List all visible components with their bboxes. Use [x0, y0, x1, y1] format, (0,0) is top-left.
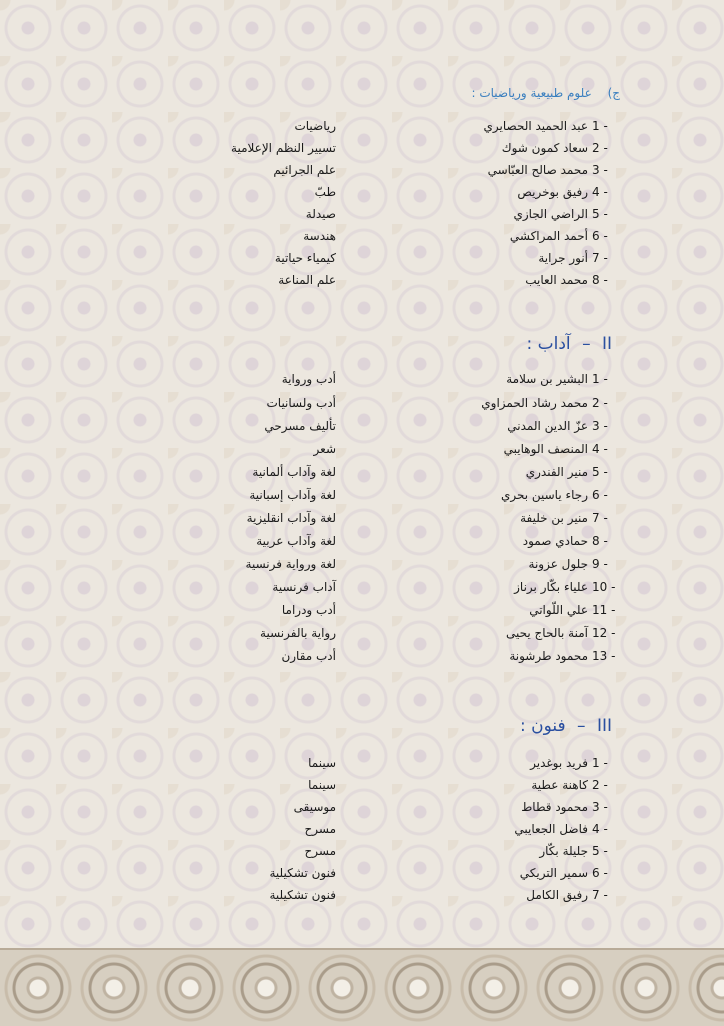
item-number: 3 - — [592, 419, 608, 433]
list-item — [0, 273, 724, 295]
field-of-study: تأليف مسرحي — [264, 419, 336, 433]
field-of-study: علم المناعة — [278, 273, 336, 287]
item-number: 4 - — [592, 185, 608, 199]
person-name: سمير التريكي — [519, 866, 588, 880]
item-number: 8 - — [592, 273, 608, 287]
list-item — [0, 185, 724, 207]
person-name: علي اللّواتي — [529, 603, 588, 617]
item-number: 9 - — [592, 557, 608, 571]
list-item — [0, 511, 724, 533]
item-number: 6 - — [592, 866, 608, 880]
field-of-study: آداب فرنسية — [272, 580, 336, 594]
field-of-study: كيمياء حياتية — [274, 251, 336, 265]
person-name: منير بن خليفة — [520, 511, 588, 525]
field-of-study: صيدلة — [305, 207, 336, 221]
section-2-title: آداب : — [526, 334, 571, 354]
field-of-study: مسرح — [304, 822, 336, 836]
person-name: رفيق الكامل — [526, 888, 588, 902]
item-number: 10 - — [592, 580, 616, 594]
section-c-title: علوم طبيعية ورياضيات : — [471, 86, 592, 100]
list-item — [0, 251, 724, 273]
item-number: 1 - — [592, 372, 608, 386]
list-item — [0, 557, 724, 579]
item-number: 3 - — [592, 800, 608, 814]
list-item — [0, 141, 724, 163]
field-of-study: لغة وآداب عربية — [256, 534, 336, 548]
field-of-study: لغة وآداب ألمانية — [252, 465, 336, 479]
list-item — [0, 649, 724, 671]
item-number: 11 - — [592, 603, 616, 617]
section-3-heading: III – فنون : — [519, 716, 612, 736]
field-of-study: رياضيات — [294, 119, 336, 133]
person-name: عزّ الدين المدني — [507, 419, 588, 433]
field-of-study: موسيقى — [293, 800, 336, 814]
list-item — [0, 534, 724, 556]
item-number: 4 - — [592, 822, 608, 836]
list-item — [0, 603, 724, 625]
section-2-numeral: II — [601, 334, 612, 354]
field-of-study: علم الجرائيم — [273, 163, 336, 177]
person-name: منير الفندري — [525, 465, 588, 479]
person-name: أنور جراية — [538, 251, 588, 265]
list-item — [0, 396, 724, 418]
field-of-study: فنون تشكيلية — [269, 866, 336, 880]
item-number: 7 - — [592, 251, 608, 265]
field-of-study: أدب ورواية — [281, 372, 336, 386]
item-number: 1 - — [592, 119, 608, 133]
person-name: البشير بن سلامة — [506, 372, 588, 386]
item-number: 6 - — [592, 488, 608, 502]
person-name: رفيق بوخريص — [517, 185, 588, 199]
list-item — [0, 756, 724, 778]
list-item — [0, 119, 724, 141]
field-of-study: أدب ودراما — [281, 603, 336, 617]
section-3-title: فنون : — [519, 716, 566, 736]
item-number: 8 - — [592, 534, 608, 548]
person-name: محمود طرشونة — [509, 649, 588, 663]
list-item — [0, 844, 724, 866]
list-item — [0, 580, 724, 602]
list-item — [0, 822, 724, 844]
person-name: آمنة بالحاج يحيى — [506, 626, 588, 640]
person-name: عبد الحميد الحصايري — [483, 119, 588, 133]
list-item — [0, 163, 724, 185]
person-name: علياء بكّار برناز — [514, 580, 588, 594]
list-item — [0, 229, 724, 251]
person-name: محمد صالح العبّاسي — [487, 163, 588, 177]
field-of-study: هندسة — [303, 229, 336, 243]
field-of-study: أدب مقارن — [281, 649, 336, 663]
list-item — [0, 465, 724, 487]
item-number: 7 - — [592, 511, 608, 525]
field-of-study: تسيير النظم الإعلامية — [231, 141, 336, 155]
list-item — [0, 372, 724, 394]
item-number: 7 - — [592, 888, 608, 902]
person-name: حمادي صمود — [522, 534, 588, 548]
list-item — [0, 888, 724, 910]
person-name: المنصف الوهايبي — [503, 442, 588, 456]
person-name: محمود قطاط — [521, 800, 588, 814]
item-number: 13 - — [592, 649, 616, 663]
field-of-study: سينما — [308, 778, 336, 792]
section-c-label: ج) — [607, 86, 620, 100]
field-of-study: لغة ورواية فرنسية — [245, 557, 336, 571]
list-item — [0, 488, 724, 510]
item-number: 1 - — [592, 756, 608, 770]
person-name: كاهنة عطية — [531, 778, 588, 792]
list-item — [0, 800, 724, 822]
item-number: 2 - — [592, 141, 608, 155]
person-name: جليلة بكّار — [539, 844, 588, 858]
field-of-study: رواية بالفرنسية — [260, 626, 336, 640]
decorative-border — [0, 948, 724, 1026]
list-item — [0, 419, 724, 441]
person-name: جلول عزونة — [528, 557, 588, 571]
list-item — [0, 207, 724, 229]
item-number: 6 - — [592, 229, 608, 243]
person-name: سعاد كمون شوك — [501, 141, 588, 155]
person-name: أحمد المراكشي — [509, 229, 588, 243]
list-item — [0, 626, 724, 648]
field-of-study: لغة وآداب إسبانية — [249, 488, 336, 502]
person-name: فاضل الجعايبي — [514, 822, 588, 836]
field-of-study: لغة وآداب انقليزية — [246, 511, 336, 525]
section-3-numeral: III — [596, 716, 612, 736]
field-of-study: شعر — [313, 442, 336, 456]
item-number: 4 - — [592, 442, 608, 456]
field-of-study: سينما — [308, 756, 336, 770]
item-number: 5 - — [592, 465, 608, 479]
field-of-study: فنون تشكيلية — [269, 888, 336, 902]
section-c-heading — [472, 86, 621, 100]
item-number: 12 - — [592, 626, 616, 640]
person-name: محمد رشاد الحمزاوي — [481, 396, 588, 410]
item-number: 2 - — [592, 778, 608, 792]
field-of-study: أدب ولسانيات — [266, 396, 336, 410]
field-of-study: مسرح — [304, 844, 336, 858]
person-name: رجاء ياسين بحري — [500, 488, 588, 502]
list-item — [0, 442, 724, 464]
item-number: 5 - — [592, 844, 608, 858]
item-number: 3 - — [592, 163, 608, 177]
item-number: 5 - — [592, 207, 608, 221]
person-name: الراضي الجازي — [513, 207, 588, 221]
section-2-heading: II – آداب : — [526, 334, 612, 354]
field-of-study: طبّ — [314, 185, 336, 199]
item-number: 2 - — [592, 396, 608, 410]
list-item — [0, 866, 724, 888]
person-name: محمد العايب — [525, 273, 588, 287]
list-item — [0, 778, 724, 800]
person-name: فريد بوغدير — [530, 756, 588, 770]
